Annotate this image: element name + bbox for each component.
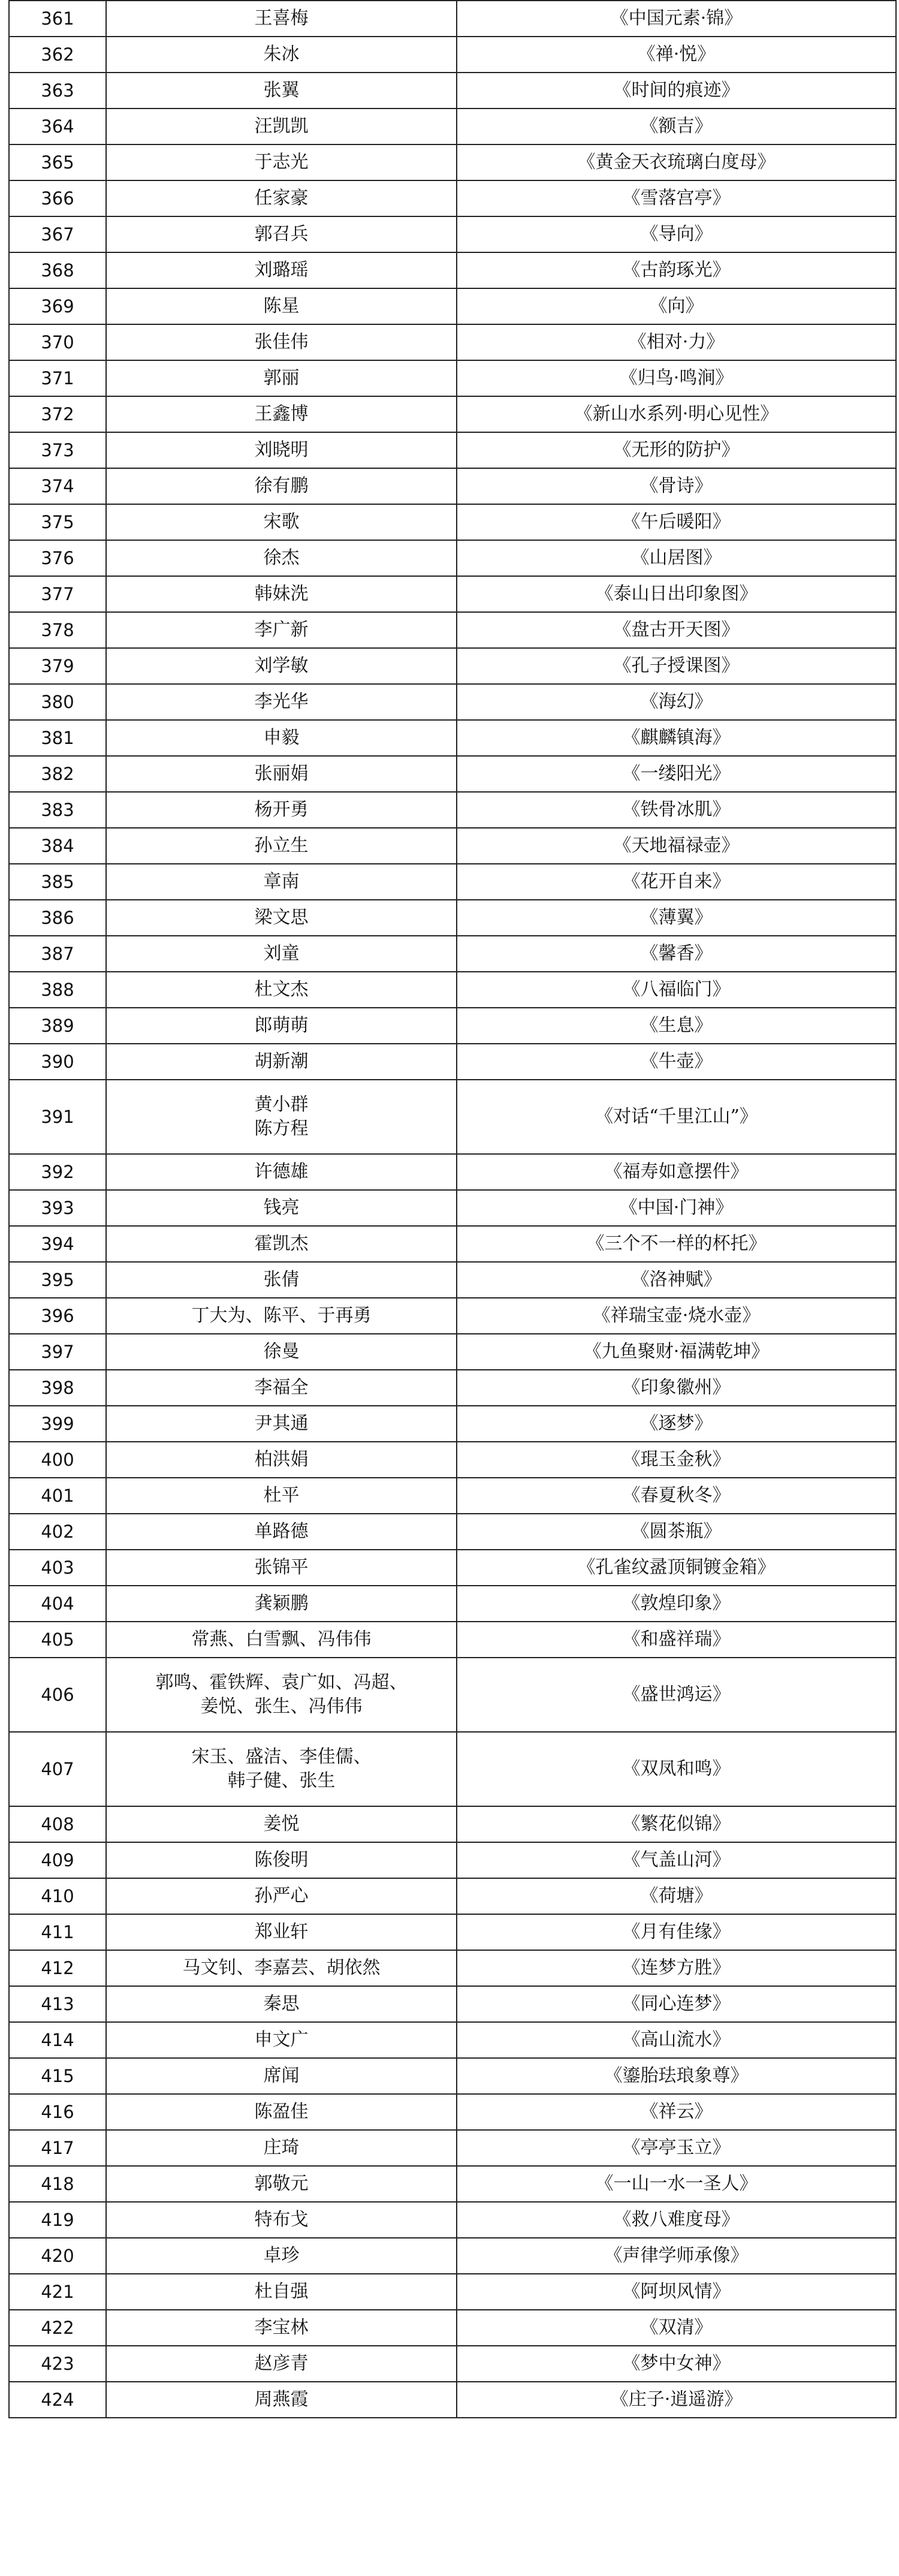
author-cell: 李宝林 <box>106 2310 457 2346</box>
table-row <box>9 540 896 576</box>
work-title-cell: 《气盖山河》 <box>457 1842 896 1878</box>
table-row <box>9 109 896 144</box>
table-row <box>9 1226 896 1262</box>
author-cell: 姜悦 <box>106 1806 457 1842</box>
row-number-cell: 422 <box>9 2310 106 2346</box>
work-title-cell: 《盘古开天图》 <box>457 612 896 648</box>
author-cell: 胡新潮 <box>106 1044 457 1080</box>
row-number-cell: 413 <box>9 1986 106 2022</box>
row-number-cell: 396 <box>9 1298 106 1334</box>
row-number-cell: 379 <box>9 648 106 684</box>
author-cell: 陈星 <box>106 288 457 324</box>
row-number-cell: 398 <box>9 1370 106 1406</box>
work-title-cell: 《中国元素·锦》 <box>457 1 896 37</box>
work-title-cell: 《薄翼》 <box>457 900 896 936</box>
work-title-cell: 《孔子授课图》 <box>457 648 896 684</box>
author-cell: 霍凯杰 <box>106 1226 457 1262</box>
work-title-cell: 《繁花似锦》 <box>457 1806 896 1842</box>
table-row <box>9 756 896 792</box>
work-title-cell: 《三个不一样的杯托》 <box>457 1226 896 1262</box>
work-title-cell: 《雪落宫亭》 <box>457 180 896 216</box>
author-cell: 龚颖鹏 <box>106 1586 457 1622</box>
table-row <box>9 180 896 216</box>
author-cell: 刘童 <box>106 936 457 972</box>
row-number-cell: 403 <box>9 1550 106 1586</box>
table-row <box>9 1080 896 1154</box>
row-number-cell: 380 <box>9 684 106 720</box>
work-title-cell: 《亭亭玉立》 <box>457 2130 896 2166</box>
author-cell: 卓珍 <box>106 2238 457 2274</box>
table-row <box>9 37 896 73</box>
table-row <box>9 144 896 180</box>
work-title-cell: 《麒麟镇海》 <box>457 720 896 756</box>
author-cell: 杜文杰 <box>106 972 457 1008</box>
row-number-cell: 375 <box>9 504 106 540</box>
author-cell: 申毅 <box>106 720 457 756</box>
work-title-cell: 《庄子·逍遥游》 <box>457 2382 896 2418</box>
table-row <box>9 1806 896 1842</box>
author-cell: 特布戈 <box>106 2202 457 2238</box>
row-number-cell: 387 <box>9 936 106 972</box>
author-cell: 张锦平 <box>106 1550 457 1586</box>
author-cell: 杜自强 <box>106 2274 457 2310</box>
table-row <box>9 2166 896 2202</box>
author-cell: 杜平 <box>106 1478 457 1514</box>
table-row <box>9 936 896 972</box>
table-row <box>9 2310 896 2346</box>
work-title-cell: 《天地福禄壶》 <box>457 828 896 864</box>
author-cell: 郭敬元 <box>106 2166 457 2202</box>
work-title-cell: 《和盛祥瑞》 <box>457 1622 896 1658</box>
author-cell: 宋歌 <box>106 504 457 540</box>
author-cell: 韩妹洗 <box>106 576 457 612</box>
author-cell: 徐杰 <box>106 540 457 576</box>
table-row <box>9 1658 896 1732</box>
author-cell: 宋玉、盛洁、李佳儒、 韩子健、张生 <box>106 1732 457 1806</box>
row-number-cell: 402 <box>9 1514 106 1550</box>
author-cell: 任家豪 <box>106 180 457 216</box>
author-cell: 赵彦青 <box>106 2346 457 2382</box>
work-title-cell: 《古韵琢光》 <box>457 252 896 288</box>
author-cell: 郭丽 <box>106 360 457 396</box>
table-row <box>9 1044 896 1080</box>
row-number-cell: 390 <box>9 1044 106 1080</box>
work-title-cell: 《祥云》 <box>457 2094 896 2130</box>
row-number-cell: 388 <box>9 972 106 1008</box>
table-row <box>9 972 896 1008</box>
table-row <box>9 216 896 252</box>
table-row <box>9 1586 896 1622</box>
row-number-cell: 368 <box>9 252 106 288</box>
work-title-cell: 《午后暖阳》 <box>457 504 896 540</box>
table-row <box>9 468 896 504</box>
table-row <box>9 2202 896 2238</box>
author-cell: 尹其通 <box>106 1406 457 1442</box>
row-number-cell: 385 <box>9 864 106 900</box>
work-title-cell: 《山居图》 <box>457 540 896 576</box>
table-row <box>9 612 896 648</box>
work-title-cell: 《八福临门》 <box>457 972 896 1008</box>
row-number-cell: 410 <box>9 1878 106 1914</box>
table-row <box>9 2094 896 2130</box>
author-cell: 黄小群 陈方程 <box>106 1080 457 1154</box>
table-row <box>9 2238 896 2274</box>
row-number-cell: 371 <box>9 360 106 396</box>
work-title-cell: 《时间的痕迹》 <box>457 73 896 109</box>
table-row <box>9 1370 896 1406</box>
row-number-cell: 419 <box>9 2202 106 2238</box>
row-number-cell: 364 <box>9 109 106 144</box>
row-number-cell: 393 <box>9 1190 106 1226</box>
table-row <box>9 720 896 756</box>
row-number-cell: 400 <box>9 1442 106 1478</box>
author-cell: 梁文思 <box>106 900 457 936</box>
work-title-cell: 《额吉》 <box>457 109 896 144</box>
work-title-cell: 《泰山日出印象图》 <box>457 576 896 612</box>
work-title-cell: 《花开自来》 <box>457 864 896 900</box>
row-number-cell: 365 <box>9 144 106 180</box>
table-row <box>9 576 896 612</box>
table-row <box>9 1842 896 1878</box>
author-cell: 郭召兵 <box>106 216 457 252</box>
table-row <box>9 1878 896 1914</box>
row-number-cell: 397 <box>9 1334 106 1370</box>
work-title-cell: 《铁骨冰肌》 <box>457 792 896 828</box>
author-cell: 于志光 <box>106 144 457 180</box>
author-cell: 丁大为、陈平、于再勇 <box>106 1298 457 1334</box>
work-title-cell: 《洛神赋》 <box>457 1262 896 1298</box>
row-number-cell: 386 <box>9 900 106 936</box>
table-row <box>9 1986 896 2022</box>
work-title-cell: 《新山水系列·明心见性》 <box>457 396 896 432</box>
author-cell: 陈俊明 <box>106 1842 457 1878</box>
row-number-cell: 408 <box>9 1806 106 1842</box>
author-cell: 李广新 <box>106 612 457 648</box>
row-number-cell: 384 <box>9 828 106 864</box>
author-cell: 李光华 <box>106 684 457 720</box>
table-row <box>9 1 896 37</box>
work-title-cell: 《琨玉金秋》 <box>457 1442 896 1478</box>
work-title-cell: 《祥瑞宝壶·烧水壶》 <box>457 1298 896 1334</box>
work-title-cell: 《阿坝风情》 <box>457 2274 896 2310</box>
author-cell: 张佳伟 <box>106 324 457 360</box>
author-cell: 刘晓明 <box>106 432 457 468</box>
work-title-cell: 《骨诗》 <box>457 468 896 504</box>
work-title-cell: 《逐梦》 <box>457 1406 896 1442</box>
author-cell: 马文钊、李嘉芸、胡依然 <box>106 1950 457 1986</box>
work-title-cell: 《同心连梦》 <box>457 1986 896 2022</box>
row-number-cell: 394 <box>9 1226 106 1262</box>
author-cell: 申文广 <box>106 2022 457 2058</box>
table-row <box>9 1154 896 1190</box>
row-number-cell: 362 <box>9 37 106 73</box>
work-title-cell: 《双清》 <box>457 2310 896 2346</box>
table-row <box>9 2274 896 2310</box>
table-row <box>9 792 896 828</box>
work-title-cell: 《盛世鸿运》 <box>457 1658 896 1732</box>
author-cell: 孙立生 <box>106 828 457 864</box>
table-row <box>9 2058 896 2094</box>
author-cell: 朱冰 <box>106 37 457 73</box>
author-cell: 孙严心 <box>106 1878 457 1914</box>
row-number-cell: 363 <box>9 73 106 109</box>
work-title-cell: 《九鱼聚财·福满乾坤》 <box>457 1334 896 1370</box>
row-number-cell: 412 <box>9 1950 106 1986</box>
work-title-cell: 《生息》 <box>457 1008 896 1044</box>
author-cell: 郎萌萌 <box>106 1008 457 1044</box>
work-title-cell: 《相对·力》 <box>457 324 896 360</box>
table-row <box>9 324 896 360</box>
table-row <box>9 900 896 936</box>
work-title-cell: 《连梦方胜》 <box>457 1950 896 1986</box>
table-row <box>9 396 896 432</box>
table-row <box>9 684 896 720</box>
work-title-cell: 《双凤和鸣》 <box>457 1732 896 1806</box>
row-number-cell: 376 <box>9 540 106 576</box>
author-cell: 章南 <box>106 864 457 900</box>
author-cell: 许德雄 <box>106 1154 457 1190</box>
row-number-cell: 416 <box>9 2094 106 2130</box>
work-title-cell: 《牛壶》 <box>457 1044 896 1080</box>
row-number-cell: 383 <box>9 792 106 828</box>
work-title-cell: 《救八难度母》 <box>457 2202 896 2238</box>
row-number-cell: 409 <box>9 1842 106 1878</box>
work-title-cell: 《馨香》 <box>457 936 896 972</box>
work-title-cell: 《黄金天衣琉璃白度母》 <box>457 144 896 180</box>
work-title-cell: 《梦中女神》 <box>457 2346 896 2382</box>
row-number-cell: 421 <box>9 2274 106 2310</box>
work-title-cell: 《一山一水一圣人》 <box>457 2166 896 2202</box>
row-number-cell: 381 <box>9 720 106 756</box>
author-cell: 秦思 <box>106 1986 457 2022</box>
table-row <box>9 1442 896 1478</box>
row-number-cell: 406 <box>9 1658 106 1732</box>
table-row <box>9 2022 896 2058</box>
work-title-cell: 《福寿如意摆件》 <box>457 1154 896 1190</box>
row-number-cell: 420 <box>9 2238 106 2274</box>
author-cell: 徐曼 <box>106 1334 457 1370</box>
row-number-cell: 414 <box>9 2022 106 2058</box>
work-title-cell: 《孔雀纹盝顶铜镀金箱》 <box>457 1550 896 1586</box>
work-title-cell: 《声律学师承像》 <box>457 2238 896 2274</box>
author-cell: 钱亮 <box>106 1190 457 1226</box>
table-row <box>9 252 896 288</box>
table-row <box>9 828 896 864</box>
row-number-cell: 423 <box>9 2346 106 2382</box>
author-cell: 徐有鹏 <box>106 468 457 504</box>
work-title-cell: 《归鸟·鸣涧》 <box>457 360 896 396</box>
author-cell: 李福全 <box>106 1370 457 1406</box>
author-cell: 杨开勇 <box>106 792 457 828</box>
awards-list-table <box>8 0 897 2418</box>
row-number-cell: 415 <box>9 2058 106 2094</box>
row-number-cell: 378 <box>9 612 106 648</box>
table-row <box>9 864 896 900</box>
author-cell: 柏洪娟 <box>106 1442 457 1478</box>
work-title-cell: 《春夏秋冬》 <box>457 1478 896 1514</box>
table-row <box>9 2346 896 2382</box>
row-number-cell: 401 <box>9 1478 106 1514</box>
author-cell: 周燕霞 <box>106 2382 457 2418</box>
author-cell: 席闻 <box>106 2058 457 2094</box>
row-number-cell: 369 <box>9 288 106 324</box>
row-number-cell: 424 <box>9 2382 106 2418</box>
row-number-cell: 392 <box>9 1154 106 1190</box>
work-title-cell: 《高山流水》 <box>457 2022 896 2058</box>
work-title-cell: 《鎏胎珐琅象尊》 <box>457 2058 896 2094</box>
table-row <box>9 1914 896 1950</box>
work-title-cell: 《一缕阳光》 <box>457 756 896 792</box>
work-title-cell: 《无形的防护》 <box>457 432 896 468</box>
row-number-cell: 366 <box>9 180 106 216</box>
table-body <box>9 1 896 2418</box>
awards-list-table-wrapper <box>8 0 895 2418</box>
row-number-cell: 377 <box>9 576 106 612</box>
work-title-cell: 《中国·门神》 <box>457 1190 896 1226</box>
author-cell: 张倩 <box>106 1262 457 1298</box>
table-row <box>9 648 896 684</box>
work-title-cell: 《导向》 <box>457 216 896 252</box>
work-title-cell: 《荷塘》 <box>457 1878 896 1914</box>
table-row <box>9 1190 896 1226</box>
table-row <box>9 2382 896 2418</box>
row-number-cell: 373 <box>9 432 106 468</box>
table-row <box>9 360 896 396</box>
table-row <box>9 2130 896 2166</box>
row-number-cell: 361 <box>9 1 106 37</box>
row-number-cell: 389 <box>9 1008 106 1044</box>
table-row <box>9 1950 896 1986</box>
work-title-cell: 《印象徽州》 <box>457 1370 896 1406</box>
table-row <box>9 1514 896 1550</box>
row-number-cell: 405 <box>9 1622 106 1658</box>
table-row <box>9 504 896 540</box>
work-title-cell: 《海幻》 <box>457 684 896 720</box>
row-number-cell: 391 <box>9 1080 106 1154</box>
row-number-cell: 382 <box>9 756 106 792</box>
table-row <box>9 1732 896 1806</box>
author-cell: 王喜梅 <box>106 1 457 37</box>
row-number-cell: 372 <box>9 396 106 432</box>
work-title-cell: 《对话“千里江山”》 <box>457 1080 896 1154</box>
work-title-cell: 《禅·悦》 <box>457 37 896 73</box>
author-cell: 刘璐瑶 <box>106 252 457 288</box>
table-row <box>9 1406 896 1442</box>
author-cell: 王鑫博 <box>106 396 457 432</box>
author-cell: 郑业轩 <box>106 1914 457 1950</box>
author-cell: 汪凯凯 <box>106 109 457 144</box>
author-cell: 张丽娟 <box>106 756 457 792</box>
author-cell: 单路德 <box>106 1514 457 1550</box>
row-number-cell: 399 <box>9 1406 106 1442</box>
row-number-cell: 404 <box>9 1586 106 1622</box>
row-number-cell: 411 <box>9 1914 106 1950</box>
table-row <box>9 1334 896 1370</box>
work-title-cell: 《圆茶瓶》 <box>457 1514 896 1550</box>
work-title-cell: 《向》 <box>457 288 896 324</box>
row-number-cell: 374 <box>9 468 106 504</box>
table-row <box>9 73 896 109</box>
row-number-cell: 407 <box>9 1732 106 1806</box>
work-title-cell: 《月有佳缘》 <box>457 1914 896 1950</box>
author-cell: 郭鸣、霍铁辉、袁广如、冯超、 姜悦、张生、冯伟伟 <box>106 1658 457 1732</box>
table-row <box>9 1550 896 1586</box>
table-row <box>9 1478 896 1514</box>
row-number-cell: 395 <box>9 1262 106 1298</box>
row-number-cell: 418 <box>9 2166 106 2202</box>
author-cell: 常燕、白雪飘、冯伟伟 <box>106 1622 457 1658</box>
author-cell: 张翼 <box>106 73 457 109</box>
row-number-cell: 370 <box>9 324 106 360</box>
row-number-cell: 367 <box>9 216 106 252</box>
author-cell: 刘学敏 <box>106 648 457 684</box>
row-number-cell: 417 <box>9 2130 106 2166</box>
table-row <box>9 1622 896 1658</box>
table-row <box>9 1262 896 1298</box>
author-cell: 陈盈佳 <box>106 2094 457 2130</box>
table-row <box>9 288 896 324</box>
table-row <box>9 432 896 468</box>
table-row <box>9 1008 896 1044</box>
author-cell: 庄琦 <box>106 2130 457 2166</box>
table-row <box>9 1298 896 1334</box>
work-title-cell: 《敦煌印象》 <box>457 1586 896 1622</box>
